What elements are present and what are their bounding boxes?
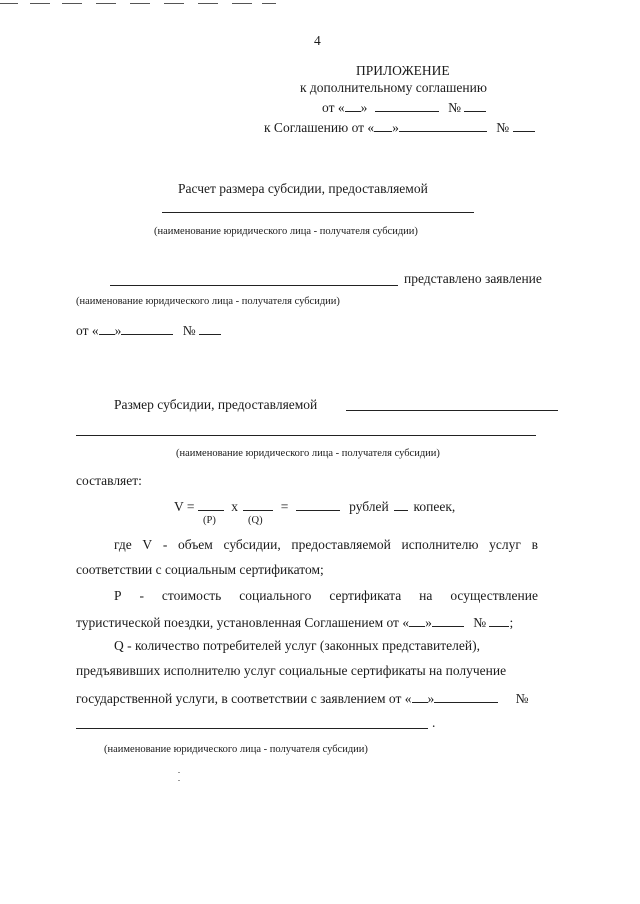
formula-q-blank bbox=[243, 498, 273, 511]
formula-line bbox=[174, 498, 455, 514]
scan-mark bbox=[130, 3, 150, 4]
formula-kopecks-blank bbox=[394, 498, 408, 511]
scan-mark bbox=[96, 3, 116, 4]
org-name-caption: (наименование юридического лица - получателя субсидии) bbox=[154, 226, 418, 237]
def-p-end: ; bbox=[509, 615, 514, 630]
scan-mark bbox=[164, 3, 184, 4]
def-v-word: субсидии, bbox=[223, 537, 281, 552]
statement-suffix: представлено заявление bbox=[404, 271, 542, 286]
def-q-org-caption: (наименование юридического лица - получателя субсидии) bbox=[104, 744, 368, 755]
scan-mark bbox=[62, 3, 82, 4]
statement-number-blank bbox=[199, 322, 221, 335]
def-p-word: социального bbox=[239, 588, 312, 603]
scan-mark bbox=[232, 3, 252, 4]
calc-title: Расчет размера субсидии, предоставляемой bbox=[178, 181, 428, 196]
formula-p-blank bbox=[198, 498, 224, 511]
formula-times: x bbox=[231, 499, 238, 514]
scan-speck bbox=[178, 780, 180, 781]
def-p-line1 bbox=[114, 589, 538, 603]
agreement-month-blank bbox=[399, 119, 487, 132]
date-quote: » bbox=[360, 100, 368, 115]
def-p-line2-prefix: туристической поездки, установленная Соглашением от « bbox=[76, 615, 410, 630]
formula-result-blank bbox=[296, 498, 340, 511]
month-year-blank bbox=[375, 99, 439, 112]
formula-equals: = bbox=[280, 499, 289, 514]
amount-org-line-1 bbox=[346, 410, 558, 411]
statement-date-line bbox=[76, 322, 221, 338]
appendix-subtitle: к дополнительному соглашению bbox=[300, 80, 487, 95]
formula-v: V = bbox=[174, 499, 195, 514]
date-prefix: от « bbox=[322, 100, 345, 115]
def-q-month-blank bbox=[434, 690, 498, 703]
def-p-word: осуществление bbox=[450, 588, 538, 603]
statement-org-line bbox=[110, 285, 398, 286]
def-p-quote: » bbox=[425, 615, 432, 630]
def-v-word: исполнителю bbox=[401, 537, 479, 552]
agreement-day-blank bbox=[374, 119, 392, 132]
appendix-title: ПРИЛОЖЕНИЕ bbox=[356, 63, 450, 78]
def-p-word: на bbox=[419, 588, 433, 603]
def-v-word: услуг bbox=[489, 537, 521, 552]
statement-month-blank bbox=[121, 322, 173, 335]
amount-intro: Размер субсидии, предоставляемой bbox=[114, 397, 318, 412]
def-p-line2 bbox=[76, 614, 513, 630]
number-blank bbox=[464, 99, 486, 112]
amount-org-caption: (наименование юридического лица - получателя субсидии) bbox=[176, 448, 440, 459]
amount-org-line-2 bbox=[76, 435, 536, 436]
agreement-quote: » bbox=[392, 120, 399, 135]
def-p-day-blank bbox=[409, 614, 425, 627]
number-sign: № bbox=[448, 100, 461, 115]
org-name-line bbox=[162, 212, 474, 213]
statement-date-prefix: от « bbox=[76, 323, 99, 338]
scan-mark bbox=[30, 3, 50, 4]
amount-verb: составляет: bbox=[76, 473, 142, 488]
def-q-line2: предъявивших исполнителю услуг социальные сертификаты на получение bbox=[76, 663, 507, 678]
def-p-word: стоимость bbox=[161, 588, 222, 603]
def-v-word: объем bbox=[178, 537, 213, 552]
def-q-org-line bbox=[76, 728, 428, 729]
def-p-number-sign: № bbox=[473, 615, 487, 630]
def-v-word: где bbox=[114, 537, 132, 552]
scan-speck bbox=[178, 772, 180, 773]
agreement-date-line bbox=[264, 119, 535, 135]
def-p-word: сертификата bbox=[329, 588, 402, 603]
formula-q-label: (Q) bbox=[248, 515, 263, 526]
formula-rubles: рублей bbox=[349, 499, 389, 514]
def-v-word: в bbox=[531, 537, 538, 552]
def-p-word: Р bbox=[114, 588, 122, 603]
formula-p-label: (P) bbox=[203, 515, 216, 526]
def-v-line1 bbox=[114, 538, 538, 552]
day-blank bbox=[345, 99, 361, 112]
def-q-quote: » bbox=[427, 691, 435, 706]
def-p-word: - bbox=[139, 588, 144, 603]
statement-date-quote: » bbox=[114, 323, 122, 338]
statement-day-blank bbox=[99, 322, 115, 335]
scan-mark bbox=[0, 3, 18, 4]
statement-org-caption: (наименование юридического лица - получателя субсидии) bbox=[76, 296, 340, 307]
agreement-number-sign: № bbox=[496, 120, 510, 135]
def-q-number-sign: № bbox=[515, 691, 529, 706]
def-p-number-blank bbox=[489, 614, 509, 627]
statement-number-sign: № bbox=[182, 323, 196, 338]
appendix-date-line bbox=[322, 99, 486, 115]
def-q-day-blank bbox=[412, 690, 428, 703]
scan-mark bbox=[198, 3, 218, 4]
def-q-line3-prefix: государственной услуги, в соответствии с заявлением от « bbox=[76, 691, 412, 706]
def-v-word: V bbox=[142, 537, 153, 552]
formula-kopecks: копеек, bbox=[413, 499, 456, 514]
def-v-word: предоставляемой bbox=[291, 537, 391, 552]
def-v-line2: соответствии с социальным сертификатом; bbox=[76, 562, 324, 577]
def-q-line3 bbox=[76, 690, 529, 706]
page-number: 4 bbox=[314, 33, 321, 48]
agreement-number-blank bbox=[513, 119, 535, 132]
scan-mark bbox=[262, 3, 276, 4]
agreement-prefix: к Соглашению от « bbox=[264, 120, 375, 135]
def-q-end: . bbox=[432, 715, 436, 730]
def-v-word: - bbox=[162, 537, 168, 552]
def-p-month-blank bbox=[432, 614, 464, 627]
def-q-line1: Q - количество потребителей услуг (законных представителей), bbox=[114, 638, 480, 653]
